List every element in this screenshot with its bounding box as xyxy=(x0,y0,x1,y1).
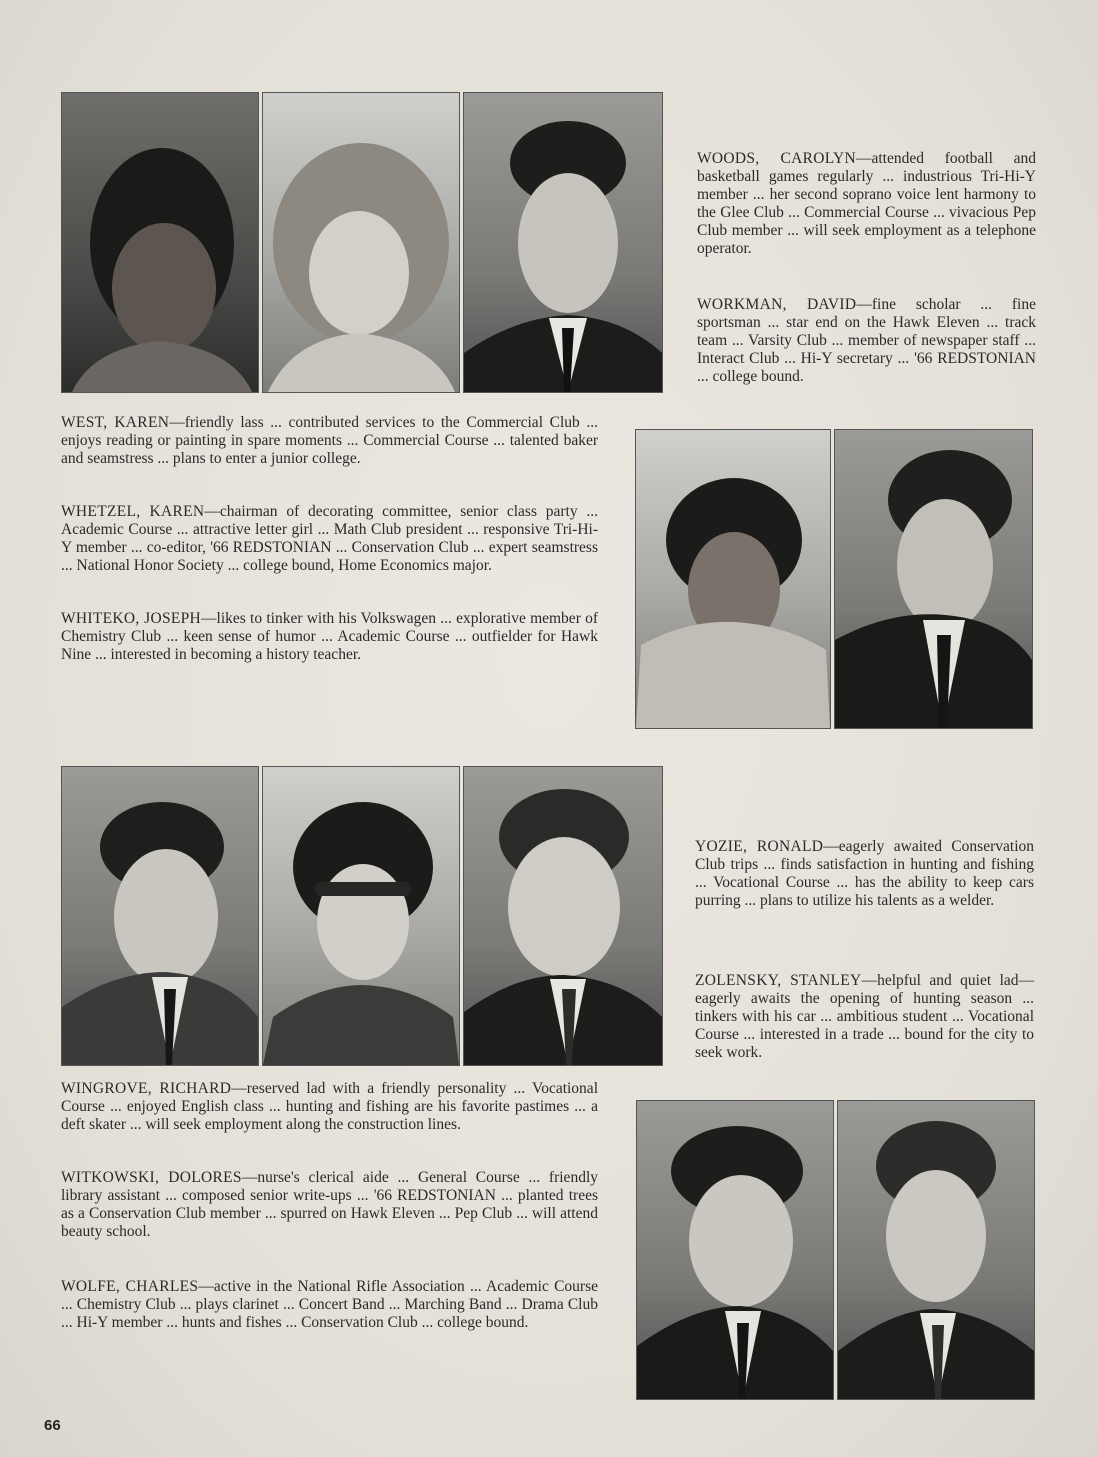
page-number: 66 xyxy=(44,1417,61,1434)
student-bio: eagerly awaited Conservation Club trips ... finds satisfaction in hunting and fishing ... Vocational Course ... has the ability to keep cars purring ... plans to utilize his talents as a welder. xyxy=(695,838,1034,909)
student-bio: reserved lad with a friendly personality ... Vocational Course ... enjoyed English class ... hunting and fishing are his favorite pastimes ... a deft skater ... will seek employment along the construction lines. xyxy=(61,1080,598,1133)
portrait-west-karen xyxy=(61,92,259,393)
student-name: WHETZEL, KAREN xyxy=(61,503,205,520)
portrait-woods-carolyn xyxy=(635,429,831,729)
bio-west-karen: WEST, KAREN—friendly lass ... contributed services to the Commercial Club ... enjoys reading or painting in spare moments ... Commercial Course ... talented baker and seamstress ... plans to enter a junior college. xyxy=(61,414,598,467)
bio-wingrove-richard: WINGROVE, RICHARD—reserved lad with a friendly personality ... Vocational Course ... enjoyed English class ... hunting and fishing are his favorite pastimes ... a deft skater ... will seek employment along the construction lines. xyxy=(61,1080,598,1133)
bio-yozie-ronald: YOZIE, RONALD—eagerly awaited Conservation Club trips ... finds satisfaction in hunting and fishing ... Vocational Course ... has the ability to keep cars purring ... plans to utilize his talents as a welder. xyxy=(695,838,1034,909)
student-name: WHITEKO, JOSEPH xyxy=(61,610,202,627)
bio-woods-carolyn: WOODS, CAROLYN—attended football and basketball games regularly ... industrious Tri-Hi-Y member ... her second soprano voice lent harmony to the Glee Club ... Commercial Course ... vivacious Pep Club member ... will seek employment as a telephone operator. xyxy=(697,150,1036,257)
student-bio: helpful and quiet lad—eagerly awaits the opening of hunting season ... tinkers with his car ... ambitious student ... Vocational Course ... interested in a trade ... bound for the city to seek work. xyxy=(695,972,1035,1061)
portrait-witkowski-dolores xyxy=(262,766,460,1066)
portrait-whiteko-joseph xyxy=(463,92,663,393)
student-bio: chairman of decorating committee, senior class party ... Academic Course ... attractive letter girl ... Math Club president ... responsive Tri-Hi-Y member ... co-editor, '66 REDSTONIAN ... Conservation Club ... expert seamstress ... National Honor Society ... college bound, Home Economics major. xyxy=(61,503,598,574)
bio-whiteko-joseph: WHITEKO, JOSEPH—likes to tinker with his Volkswagen ... explorative member of Chemistry Club ... keen sense of humor ... Academic Course ... outfielder for Hawk Nine ... interested in becoming a history teacher. xyxy=(61,610,598,663)
student-name: WEST, KAREN xyxy=(61,414,170,431)
student-name: WORKMAN, DAVID xyxy=(697,296,857,313)
student-bio: attended football and basketball games regularly ... industrious Tri-Hi-Y member ... her second soprano voice lent harmony to the Glee Club ... Commercial Course ... vivacious Pep Club member ... will seek employment as a telephone operator. xyxy=(697,150,1036,257)
portrait-yozie-ronald xyxy=(636,1100,834,1400)
bio-zolensky-stanley: ZOLENSKY, STANLEY—helpful and quiet lad—eagerly awaits the opening of hunting season ... tinkers with his car ... ambitious student ... Vocational Course ... interested in a trade ... bound for the city to seek work. xyxy=(695,972,1035,1061)
student-name: WOODS, CAROLYN xyxy=(697,150,856,167)
student-name: ZOLENSKY, STANLEY xyxy=(695,972,862,989)
student-bio: friendly lass ... contributed services to the Commercial Club ... enjoys reading or painting in spare moments ... Commercial Course ... talented baker and seamstress ... plans to enter a junior college. xyxy=(61,414,598,467)
bio-witkowski-dolores: WITKOWSKI, DOLORES—nurse's clerical aide ... General Course ... friendly library assistant ... composed senior write-ups ... '66 REDSTONIAN ... planted trees as a Conservation Club member ... spurred on Hawk Eleven ... Pep Club ... will attend beauty school. xyxy=(61,1169,598,1240)
student-name: WITKOWSKI, DOLORES xyxy=(61,1169,242,1186)
student-bio: fine scholar ... fine sportsman ... star end on the Hawk Eleven ... track team ... Varsity Club ... member of newspaper staff ... Interact Club ... Hi-Y secretary ... '66 REDSTONIAN ... college bound. xyxy=(697,296,1036,385)
portrait-zolensky-stanley xyxy=(837,1100,1035,1400)
portrait-wingrove-richard xyxy=(61,766,259,1066)
bio-whetzel-karen: WHETZEL, KAREN—chairman of decorating committee, senior class party ... Academic Course ... attractive letter girl ... Math Club president ... responsive Tri-Hi-Y member ... co-editor, '66 REDSTONIAN ... Conservation Club ... expert seamstress ... National Honor Society ... college bound, Home Economics major. xyxy=(61,503,598,574)
portrait-workman-david xyxy=(834,429,1033,729)
portrait-wolfe-charles xyxy=(463,766,663,1066)
bio-wolfe-charles: WOLFE, CHARLES—active in the National Rifle Association ... Academic Course ... Chemistry Club ... plays clarinet ... Concert Band ... Marching Band ... Drama Club ... Hi-Y member ... hunts and fishes ... Conservation Club ... college bound. xyxy=(61,1278,598,1331)
bio-workman-david: WORKMAN, DAVID—fine scholar ... fine sportsman ... star end on the Hawk Eleven ... track team ... Varsity Club ... member of newspaper staff ... Interact Club ... Hi-Y secretary ... '66 REDSTONIAN ... college bound. xyxy=(697,296,1036,385)
student-bio: active in the National Rifle Association ... Academic Course ... Chemistry Club ... plays clarinet ... Concert Band ... Marching Band ... Drama Club ... Hi-Y member ... hunts and fishes ... Conservation Club ... college bound. xyxy=(61,1278,598,1331)
student-name: YOZIE, RONALD xyxy=(695,838,824,855)
student-name: WINGROVE, RICHARD xyxy=(61,1080,232,1097)
portrait-whetzel-karen xyxy=(262,92,460,393)
student-name: WOLFE, CHARLES xyxy=(61,1278,199,1295)
student-bio: nurse's clerical aide ... General Course ... friendly library assistant ... composed senior write-ups ... '66 REDSTONIAN ... planted trees as a Conservation Club member ... spurred on Hawk Eleven ... Pep Club ... will attend beauty school. xyxy=(61,1169,598,1240)
student-bio: likes to tinker with his Volkswagen ... explorative member of Chemistry Club ... keen sense of humor ... Academic Course ... outfielder for Hawk Nine ... interested in becoming a history teacher. xyxy=(61,610,598,663)
